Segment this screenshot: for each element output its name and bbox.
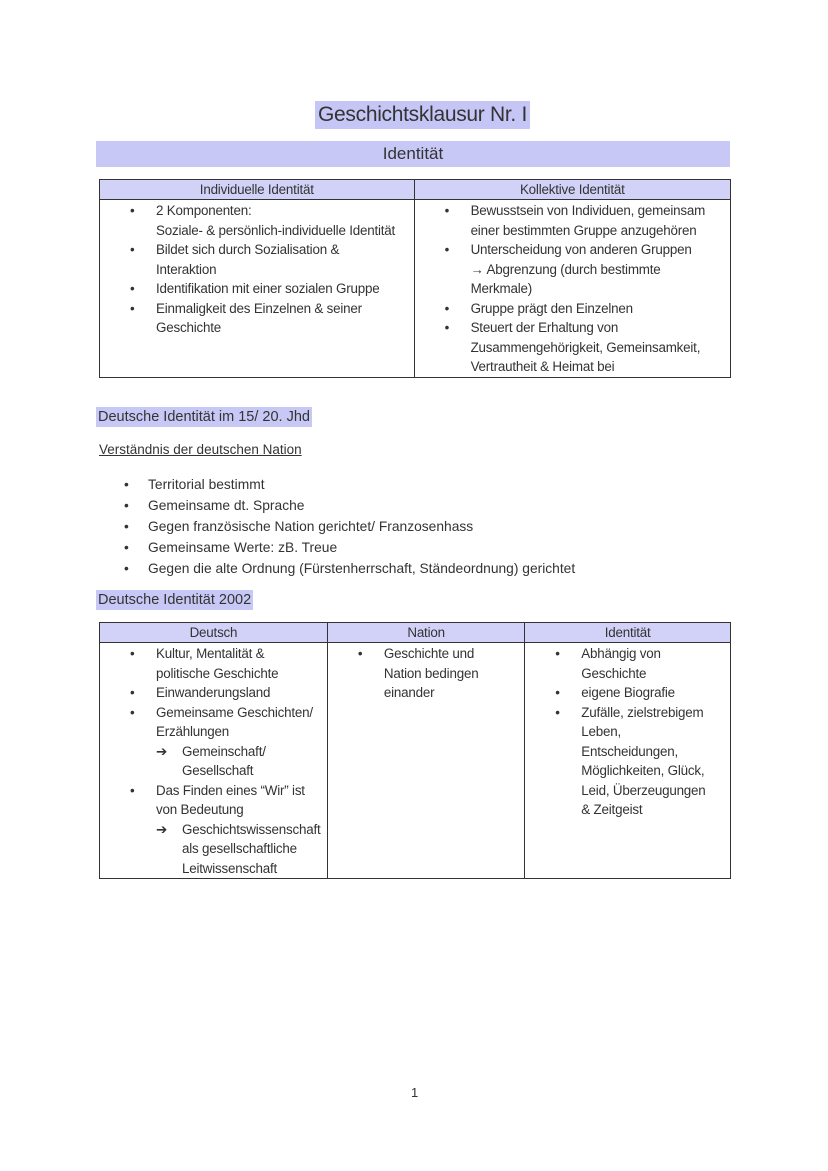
item-line: Leitwissenschaft <box>182 860 278 876</box>
item-line: → Abgrenzung (durch bestimmte <box>470 261 661 277</box>
item-line: Gruppe prägt den Einzelnen <box>470 300 633 316</box>
bullet-icon: • <box>555 685 560 700</box>
list-item <box>100 299 414 338</box>
item-line: Einmaligkeit des Einzelnen & seiner <box>156 300 362 316</box>
item-line: einander <box>383 685 435 700</box>
list-item <box>100 644 327 683</box>
document-title: Geschichtsklausur Nr. I <box>315 101 530 129</box>
arrow-icon: ➔ <box>156 821 168 837</box>
list-item <box>100 703 327 742</box>
cell-individual <box>100 200 415 378</box>
list-item <box>525 683 730 703</box>
list-item <box>415 318 730 377</box>
list-item <box>415 299 730 319</box>
header-deutsch: Deutsch <box>100 623 328 643</box>
list-item <box>328 644 524 703</box>
item-line: Bildet sich durch Sozialisation & <box>156 242 340 257</box>
item-line: Geschichte <box>581 665 647 681</box>
arrow-icon: ➔ <box>156 743 168 759</box>
list-item <box>415 240 730 260</box>
bullet-icon: • <box>124 477 129 492</box>
item-line: Geschichte und <box>383 646 475 661</box>
bullet-icon: • <box>124 519 129 534</box>
item-line: einer bestimmten Gruppe anzugehören <box>470 222 697 238</box>
item-line: Erzählungen <box>156 724 229 739</box>
item-line: Identifikation mit einer sozialen Gruppe <box>156 281 380 296</box>
bullet-icon: • <box>444 300 450 316</box>
header-nation: Nation <box>327 623 524 643</box>
item-line: 2 Komponenten: <box>156 203 252 218</box>
item-line: eigene Biografie <box>581 685 675 700</box>
item-line: Das Finden eines “Wir” ist <box>156 782 305 798</box>
item-line: Kultur, Mentalität & <box>156 646 265 661</box>
bullet-icon: • <box>444 203 450 218</box>
item-line: politische Geschichte <box>156 665 279 681</box>
bullet-icon: • <box>130 646 135 661</box>
item-line: Gemeinschaft/ <box>182 743 266 759</box>
header-identitaet: Identität <box>525 623 731 643</box>
bullet-icon: • <box>124 561 129 576</box>
subheading: Verständnis der deutschen Nation <box>99 442 302 457</box>
list-item <box>525 703 730 820</box>
list-item: • Gegen französische Nation gerichtet/ Franzosenhass <box>120 516 575 537</box>
bullet-icon: • <box>130 300 135 316</box>
identity-table <box>99 179 731 378</box>
list-item <box>415 201 730 240</box>
bullet-icon: • <box>555 646 560 661</box>
header-collective: Kollektive Identität <box>414 180 730 200</box>
item-line: Leid, Überzeugungen <box>581 782 706 798</box>
list-item <box>100 820 327 879</box>
item-line: Vertrautheit & Heimat bei <box>470 359 615 374</box>
item-line: Gesellschaft <box>182 763 254 778</box>
page-number: 1 <box>411 1085 419 1100</box>
item-line: Möglichkeiten, Glück, <box>581 763 705 778</box>
item-line: Merkmale) <box>470 281 533 296</box>
section-heading-19-20-jhd: Deutsche Identität im 15/ 20. Jhd <box>98 409 310 425</box>
bullet-icon: • <box>130 704 135 720</box>
bullet-icon: • <box>130 782 135 798</box>
bullet-icon: • <box>555 704 560 720</box>
topic-band: Identität <box>96 141 730 167</box>
item-line: & Zeitgeist <box>581 802 643 817</box>
item-line: Bewusstsein von Individuen, gemeinsam <box>470 203 706 218</box>
item-line: als gesellschaftliche <box>182 841 297 856</box>
item-line: Zusammengehörigkeit, Gemeinsamkeit, <box>470 339 701 355</box>
list-item <box>100 683 327 703</box>
bullet-icon: • <box>130 281 135 296</box>
list-item <box>100 201 414 240</box>
item-line: Entscheidungen, <box>581 743 679 759</box>
list-item: • Gemeinsame Werte: zB. Treue <box>120 537 575 558</box>
cell-collective <box>414 200 730 378</box>
bullet-icon: • <box>444 242 450 257</box>
list-item <box>100 781 327 820</box>
header-individual: Individuelle Identität <box>100 180 415 200</box>
identity-2002-table <box>99 622 731 879</box>
list-item: • Territorial bestimmt <box>120 474 575 495</box>
cell-deutsch <box>100 643 328 879</box>
list-item <box>100 279 414 299</box>
bullet-icon: • <box>130 685 135 700</box>
item-line: Abhängig von <box>581 646 661 661</box>
item-line: Interaktion <box>156 261 217 277</box>
item-line: von Bedeutung <box>156 802 244 817</box>
list-item <box>525 644 730 683</box>
item-line: Steuert der Erhaltung von <box>470 320 619 335</box>
list-item <box>100 742 327 781</box>
bullet-icon: • <box>130 242 135 257</box>
bullet-icon: • <box>444 320 450 335</box>
section-heading-2002: Deutsche Identität 2002 <box>98 592 252 608</box>
cell-identitaet <box>525 643 731 879</box>
bullet-icon: • <box>124 540 129 555</box>
list-item <box>415 260 730 299</box>
list-item: • Gegen die alte Ordnung (Fürstenherrschaft, Ständeordnung) gerichtet <box>120 558 575 579</box>
item-line: Nation bedingen <box>383 665 479 681</box>
list-item: • Gemeinsame dt. Sprache <box>120 495 575 516</box>
item-line: Einwanderungsland <box>156 685 271 700</box>
bullet-icon: • <box>130 203 135 218</box>
bullet-icon: • <box>357 646 363 661</box>
item-line: Zufälle, zielstrebigem <box>581 704 704 720</box>
item-line: Unterscheidung von anderen Gruppen <box>470 242 692 257</box>
bullet-icon: • <box>124 498 129 513</box>
nation-bullet-list <box>120 474 575 579</box>
item-line: Geschichte <box>156 320 221 335</box>
item-line: Leben, <box>581 724 622 739</box>
cell-nation <box>327 643 524 879</box>
item-line: Gemeinsame Geschichten/ <box>156 704 313 720</box>
list-item <box>100 240 414 279</box>
item-line: Soziale- & persönlich-individuelle Identität <box>156 222 396 238</box>
item-line: Geschichtswissenschaft <box>182 821 321 837</box>
